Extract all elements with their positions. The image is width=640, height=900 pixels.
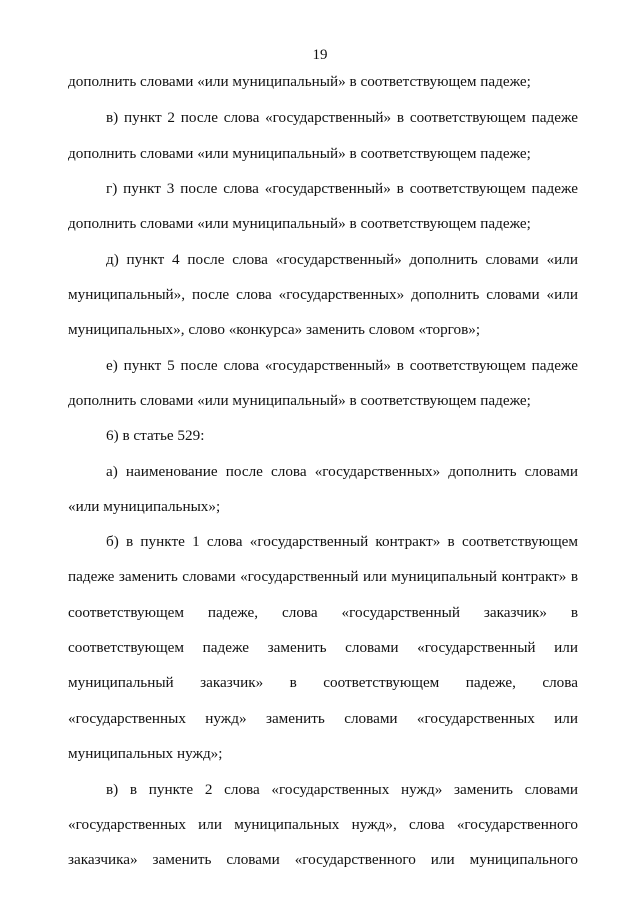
- text-line: д) пункт 4 после слова «государственный» дополнить словами «или: [106, 251, 578, 268]
- text-line: падеже заменить словами «государственный или муниципальный контракт» в: [68, 568, 578, 585]
- text-line: дополнить словами «или муниципальный» в соответствующем падеже;: [68, 392, 531, 409]
- text-line: соответствующем падеже, слова «государственный заказчик» в: [68, 604, 578, 621]
- text-line: соответствующем падеже заменить словами «государственный или: [68, 639, 578, 656]
- text-line: дополнить словами «или муниципальный» в соответствующем падеже;: [68, 145, 531, 162]
- text-line: е) пункт 5 после слова «государственный» в соответствующем падеже: [106, 357, 578, 374]
- text-line: муниципальный», после слова «государственных» дополнить словами «или: [68, 286, 578, 303]
- text-line: заказчика» заменить словами «государственного или муниципального: [68, 851, 578, 868]
- text-line: дополнить словами «или муниципальный» в соответствующем падеже;: [68, 73, 531, 90]
- text-line: дополнить словами «или муниципальный» в соответствующем падеже;: [68, 215, 531, 232]
- text-line: г) пункт 3 после слова «государственный» в соответствующем падеже: [106, 180, 578, 197]
- text-line: в) в пункте 2 слова «государственных нужд» заменить словами: [106, 781, 578, 798]
- text-line: 6) в статье 529:: [106, 427, 205, 444]
- text-line: а) наименование после слова «государственных» дополнить словами: [106, 463, 578, 480]
- text-line: «государственных нужд» заменить словами «государственных или: [68, 710, 578, 727]
- text-line: «государственных или муниципальных нужд», слова «государственного: [68, 816, 578, 833]
- text-line: б) в пункте 1 слова «государственный контракт» в соответствующем: [106, 533, 578, 550]
- text-line: в) пункт 2 после слова «государственный» в соответствующем падеже: [106, 109, 578, 126]
- text-line: «или муниципальных»;: [68, 498, 221, 515]
- text-line: муниципальных нужд»;: [68, 745, 223, 762]
- text-line: муниципальный заказчик» в соответствующем падеже, слова: [68, 674, 578, 691]
- page-number: 19: [312, 47, 328, 63]
- text-line: муниципальных», слово «конкурса» заменить словом «торгов»;: [68, 321, 481, 338]
